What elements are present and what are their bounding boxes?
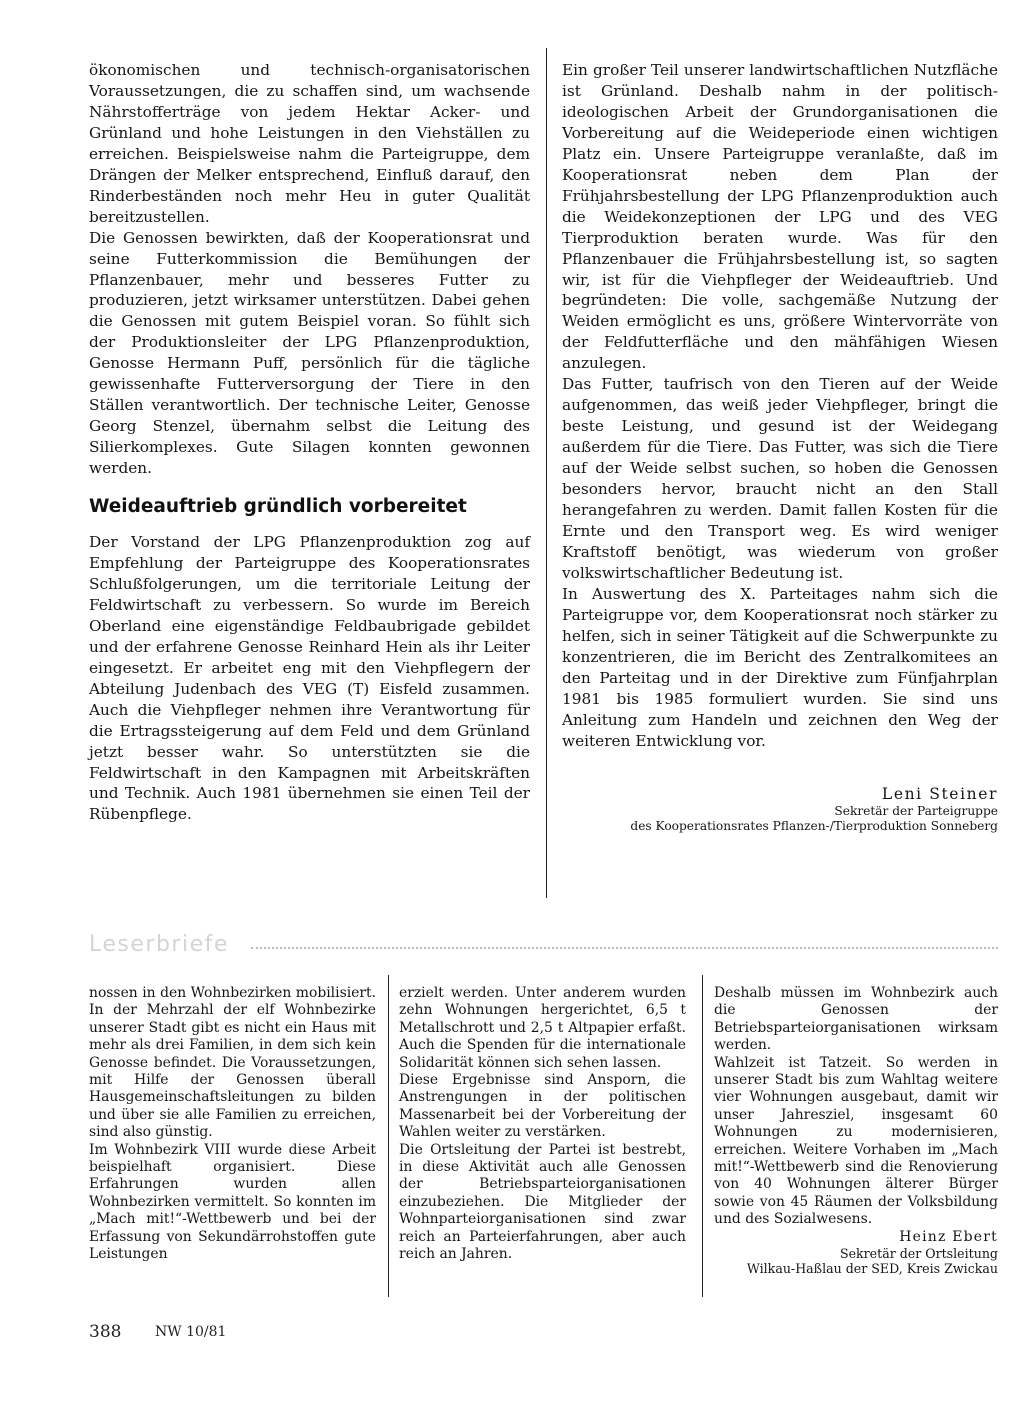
article-paragraph: Die Genossen bewirkten, daß der Kooperationsrat und seine Futterkommission die Bemühungen der Pflanzenbauer, mehr und besseres Futter zu produzieren, jetzt wirksamer unterstützen. Dabei gehen die Genossen mit gutem Beispiel voran. So fühlt sich der Produktionsleiter der LPG Pflanzenproduktion, Genosse Hermann Puff, persönlich für die tägliche gewissenhafte Futterversorgung der Tiere in den Ställen verantwortlich. Der technische Leiter, Genosse Georg Stenzel, übernahm selbst die Leitung des Silierkomplexes. Gute Silagen konnten gewonnen werden.	[89, 228, 530, 478]
letter-paragraph: erzielt werden. Unter anderem wurden zehn Wohnungen hergerichtet, 6,5 t Metallschrott und 2,5 t Altpapier erfaßt. Auch die Spenden für die internationale Solidarität können sich sehen lassen.	[399, 985, 686, 1071]
section-rule	[251, 947, 998, 949]
letter-column-2	[399, 985, 686, 1264]
page-number: 388	[89, 1322, 122, 1342]
author-role: Sekretär der Parteigruppe	[834, 804, 998, 819]
letter-paragraph: nossen in den Wohnbezirken mobilisiert. In der Mehrzahl der elf Wohnbezirke unserer Stadt gibt es nicht ein Haus mit mehr als drei Familien, in dem sich kein Genosse befindet. Die Voraussetzungen, mit Hilfe der Genossen überall Hausgemeinschaftsleitungen zu bilden und über sie alle Familien zu erreichen, sind also günstig.	[89, 985, 376, 1141]
article-signature	[562, 785, 998, 834]
letter-paragraph: Die Ortsleitung der Partei ist bestrebt, in diese Aktivität auch alle Genossen der Betriebsparteiorganisationen einzubeziehen. Die Mitglieder der Wohnparteiorganisationen sind zwar reich an Parteierfahrungen, aber auch reich an Jahren.	[399, 1141, 686, 1263]
author-organization: des Kooperationsrates Pflanzen-/Tierproduktion Sonneberg	[630, 819, 998, 834]
issue-label: NW 10/81	[155, 1324, 227, 1340]
author-role: Sekretär der Ortsleitung	[839, 1245, 998, 1261]
article-left-column	[89, 60, 530, 825]
article-paragraph: Der Vorstand der LPG Pflanzenproduktion zog auf Empfehlung der Parteigruppe des Kooperationsrates Schlußfolgerungen, um die territoriale Leitung der Feldwirtschaft zu verbessern. So wurde im Bereich Oberland eine eigenständige Feldbaubrigade gebildet und der erfahrene Genosse Reinhard Hein als ihr Leiter eingesetzt. Er arbeitet eng mit den Viehpflegern der Abteilung Judenbach des VEG (T) Eisfeld zusammen. Auch die Viehpfleger nehmen ihre Verantwortung für die Ertragssteigerung auf dem Feld und dem Grünland jetzt besser wahr. So unterstützten sie die Feldwirtschaft in den Kampagnen mit Arbeitskräften und Technik. Auch 1981 übernehmen sie einen Teil der Rübenpflege.	[89, 533, 530, 824]
article-paragraph: Ein großer Teil unserer landwirtschaftlichen Nutzfläche ist Grünland. Deshalb nahm in der politisch-ideologischen Arbeit der Grundorganisationen die Vorbereitung auf die Weideperiode einen wichtigen Platz ein. Unsere Parteigruppe veranlaßte, daß im Kooperationsrat neben dem Plan der Frühjahrsbestellung der LPG Pflanzenproduktion auch die Weidekonzeptionen der LPG und des VEG Tierproduktion beraten wurde. Was für den Pflanzenbauer die Frühjahrsbestellung ist, so sagten wir, ist für die Viehpfleger der Weideauftrieb. Und begründeten: Die volle, sachgemäße Nutzung der Weiden ermöglicht es uns, größere Wintervorräte von der Feldfutterfläche und den mähfähigen Wiesen anzulegen.	[562, 61, 998, 373]
letter-paragraph: Deshalb müssen im Wohnbezirk auch die Genossen der Betriebsparteiorganisationen wirksam werden.	[714, 985, 998, 1054]
letter-column-3	[714, 985, 998, 1277]
author-name: Leni Steiner	[881, 785, 998, 804]
letter-paragraph: Im Wohnbezirk VIII wurde diese Arbeit beispielhaft organisiert. Diese Erfahrungen wurden allen Wohnbezirken vermittelt. So konnten im „Mach mit!“-Wettbewerb und bei der Erfassung von Sekundärrohstoffen gute Leistungen	[89, 1141, 376, 1263]
article-paragraph: Das Futter, taufrisch von den Tieren auf der Weide aufgenommen, das weiß jeder Viehpfleger, bringt die beste Leistung, und gesund ist der Weidegang außerdem für die Tiere. Das Futter, was sich die Tiere auf der Weide selbst suchen, so hoben die Genossen besonders hervor, braucht nicht an den Stall herangefahren zu werden. Damit fallen Kosten für die Ernte und den Transport weg. Es wird weniger Kraftstoff benötigt, was wiederum von großer volkswirtschaftlicher Bedeutung ist.	[562, 375, 998, 582]
section-header	[89, 930, 998, 960]
article-right-column	[562, 60, 998, 834]
column-divider	[702, 975, 703, 1297]
author-organization: Wilkau-Haßlau der SED, Kreis Zwickau	[746, 1261, 998, 1277]
article-paragraph: In Auswertung des X. Parteitages nahm sich die Parteigruppe vor, dem Kooperationsrat noch stärker zu helfen, sich in seiner Tätigkeit auf die Schwerpunkte zu konzentrieren, die im Bericht des Zentralkomitees an den Parteitag und in der Direktive zum Fünfjahrplan 1981 bis 1985 formuliert wurden. Sie sind uns Anleitung zum Handeln und zeichnen den Weg der weiteren Entwicklung vor.	[562, 584, 998, 750]
column-divider	[546, 48, 547, 898]
letter-paragraph: Diese Ergebnisse sind Ansporn, die Anstrengungen in der politischen Massenarbeit bei der Vorbereitung der Wahlen weiter zu verstärken.	[399, 1072, 686, 1141]
article-paragraph: ökonomischen und technisch-organisatorischen Voraussetzungen, die zu schaffen sind, um wachsende Nährstofferträge von jedem Hektar Acker- und Grünland und hohe Leistungen in den Viehställen zu erreichen. Beispielsweise nahm die Parteigruppe, dem Drängen der Melker entsprechend, Einfluß darauf, den Rinderbeständen noch mehr Heu in guter Qualität bereitzustellen.	[89, 61, 530, 226]
letter-signature	[714, 1229, 998, 1277]
column-divider	[388, 975, 389, 1297]
section-title: Leserbriefe	[89, 932, 229, 957]
letter-paragraph: Wahlzeit ist Tatzeit. So werden in unserer Stadt bis zum Wahltag weitere vier Wohnungen ausgebaut, damit wir unser Jahresziel, insgesamt 60 Wohnungen zu modernisieren, erreichen. Weitere Vorhaben im „Mach mit!“-Wettbewerb sind die Renovierung von 40 Wohnungen älterer Bürger sowie von 45 Räumen der Volksbildung und des Sozialwesens.	[714, 1054, 998, 1228]
author-name: Heinz Ebert	[899, 1228, 998, 1245]
article-subheading: Weideauftrieb gründlich vorbereitet	[89, 496, 467, 518]
letter-column-1	[89, 985, 376, 1264]
